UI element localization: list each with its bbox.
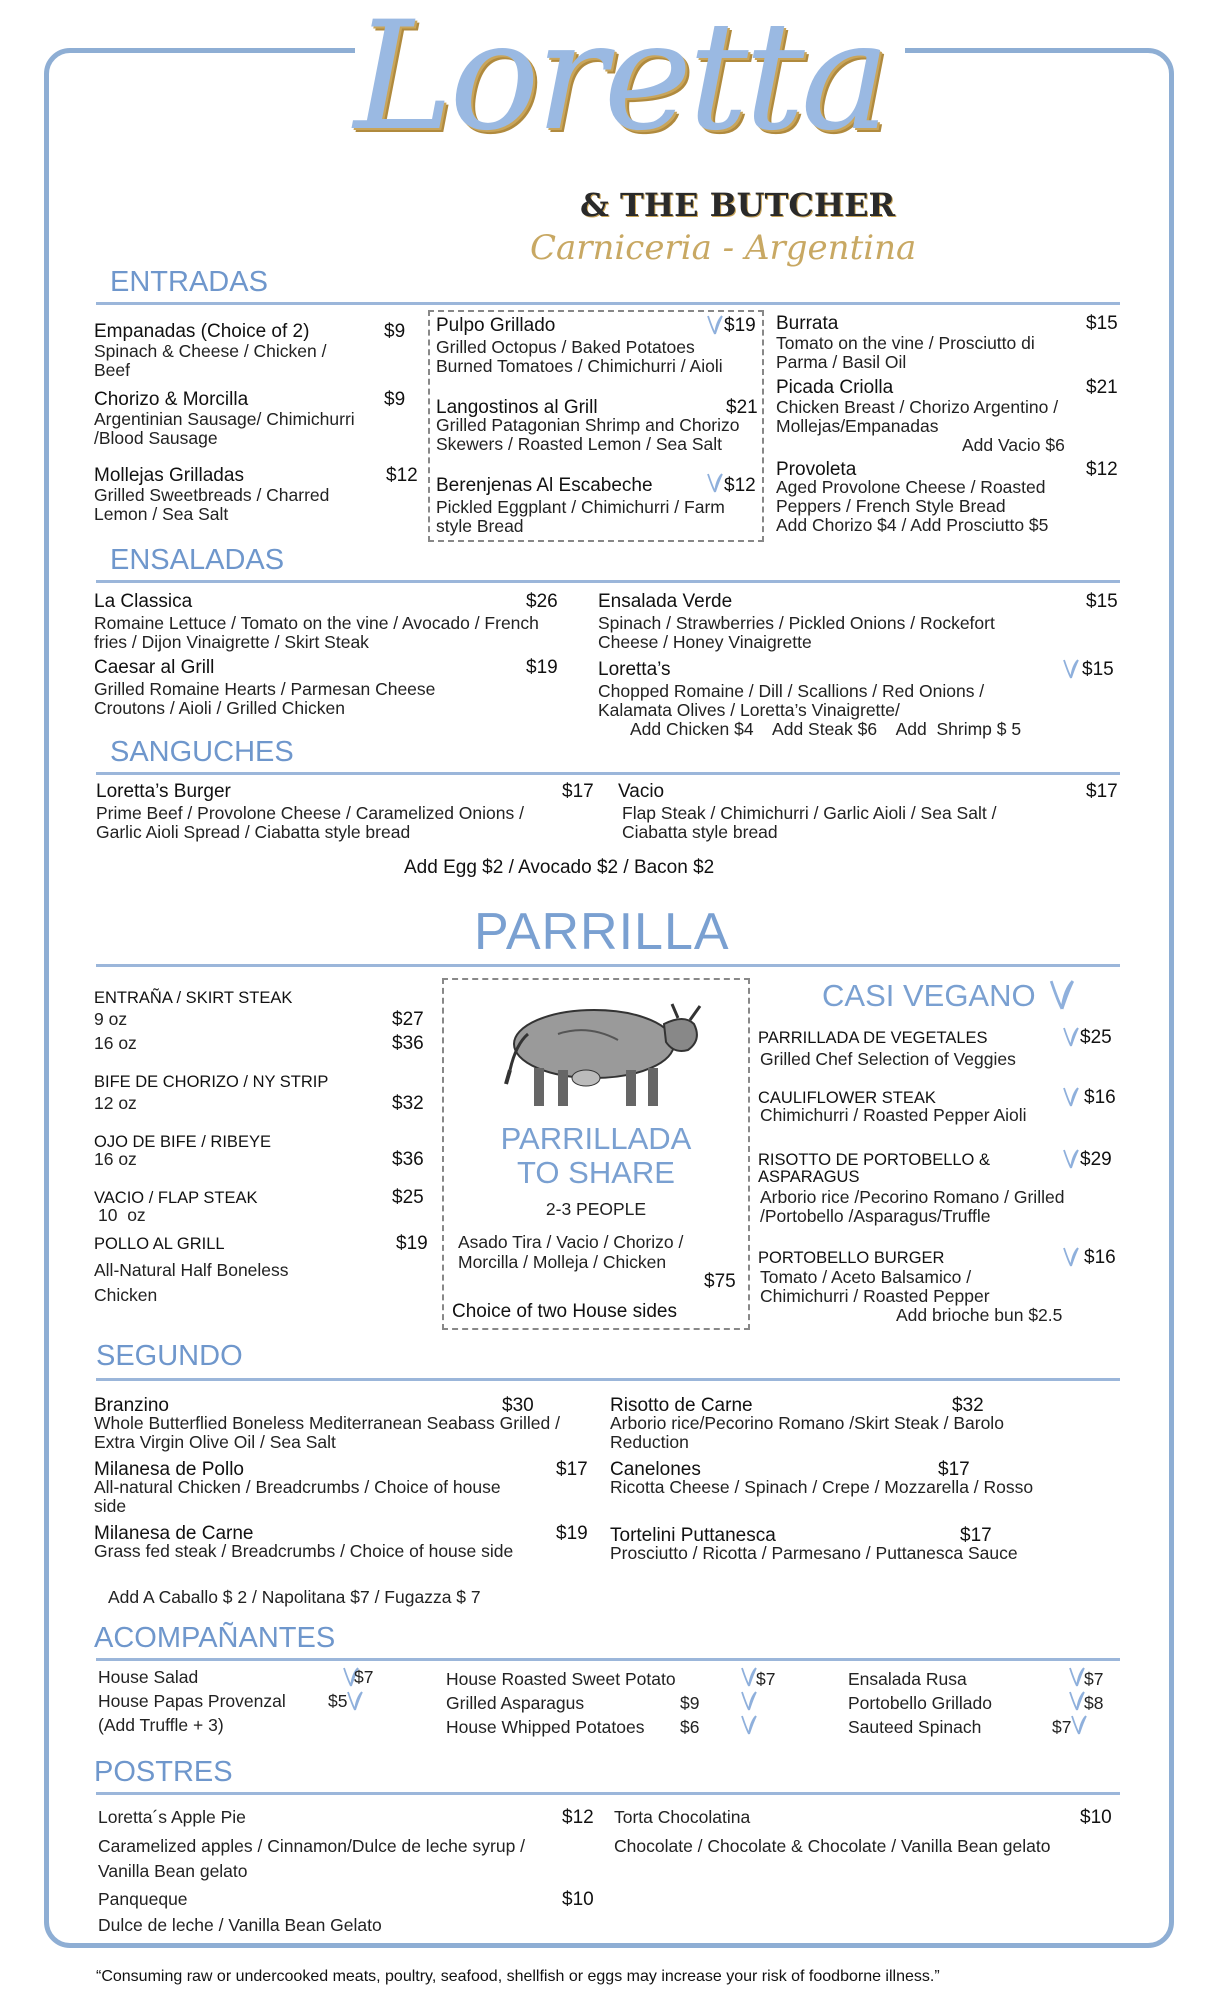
section-title-postres: POSTRES [94, 1756, 233, 1788]
item-price: $12 [562, 1807, 594, 1828]
item-price: $19 [556, 1523, 588, 1544]
item-price: $9 [384, 389, 406, 410]
logo [320, 0, 920, 270]
item-desc: Grilled Sweetbreads / Charred Lemon / Sea Salt [94, 485, 330, 524]
item-name: PARRILLADA DE VEGETALES [758, 1029, 988, 1047]
cut-price: $25 [392, 1187, 424, 1208]
item-name: Torta Chocolatina [614, 1807, 751, 1827]
item-price: $21 [1086, 377, 1118, 398]
item-desc: Grilled Octopus / Baked Potatoes Burned Tomatoes / Chimichurri / Aioli [436, 337, 723, 376]
item-price: $17 [938, 1459, 970, 1480]
cut-name: POLLO AL GRILL [94, 1235, 225, 1253]
side-name: House Roasted Sweet Potato [446, 1669, 676, 1689]
item-price: $12 [1086, 459, 1118, 480]
item-desc: Argentinian Sausage/ Chimichurri /Blood Sausage [94, 409, 355, 448]
side-price: $8 [1084, 1693, 1104, 1713]
section-rule [96, 1378, 1120, 1381]
item-desc: Spinach & Cheese / Chicken / Beef [94, 341, 327, 380]
section-title-sanguches: SANGUCHES [110, 736, 294, 768]
item-name: Milanesa de Carne [94, 1523, 254, 1544]
item-price: $17 [556, 1459, 588, 1480]
item-name: Empanadas (Choice of 2) [94, 321, 310, 342]
item-price: $19 [724, 315, 756, 336]
item-name: Vacio [618, 781, 665, 802]
item-name: Picada Criolla [776, 377, 894, 398]
item-desc: Chicken Breast / Chorizo Argentino / Mollejas/Empanadas [776, 397, 1059, 436]
section-rule [96, 302, 1120, 305]
logo-script: Loretta [353, 0, 887, 164]
item-price: $17 [1086, 781, 1118, 802]
side-name: Grilled Asparagus [446, 1693, 585, 1713]
item-name: Risotto de Carne [610, 1395, 753, 1416]
item-extra: Add Chorizo $4 / Add Prosciutto $5 [776, 515, 1049, 535]
item-name: Loretta’s [598, 659, 671, 680]
section-title-casi-vegano: CASI VEGANO [822, 978, 1036, 1013]
item-price: $30 [502, 1395, 534, 1416]
item-desc: Chopped Romaine / Dill / Scallions / Red Onions / Kalamata Olives / Loretta’s Vinaigrette/ [598, 681, 985, 720]
item-name: Loretta´s Apple Pie [98, 1807, 246, 1827]
side-name: House Whipped Potatoes [446, 1717, 645, 1737]
item-desc: Grilled Romaine Hearts / Parmesan Cheese Croutons / Aioli / Grilled Chicken [94, 679, 436, 718]
item-name: Ensalada Verde [598, 591, 733, 612]
item-desc: Arborio rice /Pecorino Romano / Grilled /Portobello /Asparagus/Truffle [760, 1187, 1065, 1226]
item-price: $17 [960, 1525, 992, 1546]
section-rule [96, 580, 1120, 583]
section-title-segundo: SEGUNDO [96, 1340, 243, 1372]
item-desc: Arborio rice/Pecorino Romano /Skirt Steak / Barolo Reduction [610, 1413, 1004, 1452]
vegetarian-leaf-icon [706, 314, 724, 336]
cut-name: ENTRAÑA / SKIRT STEAK [94, 989, 293, 1007]
item-name: Burrata [776, 313, 839, 334]
item-name: Panqueque [98, 1889, 188, 1909]
side-price: $7 [1052, 1717, 1072, 1737]
item-desc: Prime Beef / Provolone Cheese / Caramelized Onions / Garlic Aioli Spread / Ciabatta style bread [96, 803, 524, 842]
item-desc: Romaine Lettuce / Tomato on the vine / Avocado / French fries / Dijon Vinaigrette / Skirt Steak [94, 613, 539, 652]
cut-price: $27 [392, 1009, 424, 1030]
vegetarian-leaf-icon [1062, 1026, 1080, 1048]
cut-price: $36 [392, 1149, 424, 1170]
item-name: Branzino [94, 1395, 169, 1416]
share-title-2: TO SHARE [517, 1155, 675, 1190]
item-extra: Add Vacio $6 [962, 435, 1065, 455]
item-price: $32 [952, 1395, 984, 1416]
share-sides: Choice of two House sides [452, 1301, 677, 1322]
logo-butcher: & THE BUTCHER [580, 186, 896, 224]
cut-price: $19 [396, 1233, 428, 1254]
item-name: Mollejas Grilladas [94, 465, 244, 486]
item-desc: Chocolate / Chocolate & Chocolate / Vanilla Bean gelato [614, 1836, 1051, 1856]
item-desc: Pickled Eggplant / Chimichurri / Farm style Bread [436, 497, 725, 536]
item-desc: Flap Steak / Chimichurri / Garlic Aioli / Sea Salt / Ciabatta style bread [622, 803, 997, 842]
vegetarian-leaf-icon [1062, 1148, 1080, 1170]
item-name: Canelones [610, 1459, 701, 1480]
side-price: $9 [680, 1693, 700, 1713]
item-name: Tortelini Puttanesca [610, 1525, 776, 1546]
item-name: Caesar al Grill [94, 657, 215, 678]
side-price: $7 [354, 1667, 374, 1687]
side-name: House Salad [98, 1667, 199, 1687]
item-price: $21 [726, 397, 758, 418]
side-name: Sauteed Spinach [848, 1717, 982, 1737]
item-desc: Grass fed steak / Breadcrumbs / Choice of house side [94, 1541, 514, 1561]
vegetarian-leaf-icon [740, 1690, 758, 1712]
section-rule [96, 964, 1120, 967]
segundo-extra: Add A Caballo $ 2 / Napolitana $7 / Fugazza $ 7 [108, 1587, 481, 1607]
side-note: (Add Truffle + 3) [98, 1715, 224, 1735]
cut-size: 12 oz [94, 1093, 137, 1113]
cut-size: 10 oz [98, 1205, 146, 1225]
cut-size: 9 oz [94, 1009, 128, 1029]
item-name: RISOTTO DE PORTOBELLO & ASPARAGUS [758, 1151, 990, 1186]
item-name: Provoleta [776, 459, 857, 480]
share-title: PARRILLADA [500, 1121, 692, 1156]
item-price: $25 [1080, 1027, 1112, 1048]
item-desc: Ricotta Cheese / Spinach / Crepe / Mozzarella / Rosso [610, 1477, 1034, 1497]
cut-name: OJO DE BIFE / RIBEYE [94, 1133, 271, 1151]
side-name: Ensalada Rusa [848, 1669, 967, 1689]
item-desc: Tomato on the vine / Prosciutto di Parma / Basil Oil [776, 333, 1035, 372]
item-desc: Tomato / Aceto Balsamico / Chimichurri / Roasted Pepper [760, 1267, 990, 1306]
item-name: Milanesa de Pollo [94, 1459, 244, 1480]
item-price: $9 [384, 321, 406, 342]
side-price: $7 [1084, 1669, 1104, 1689]
item-desc: Chimichurri / Roasted Pepper Aioli [760, 1105, 1027, 1125]
vegetarian-leaf-icon [1062, 1246, 1080, 1268]
item-price: $12 [386, 465, 418, 486]
cut-price: $36 [392, 1033, 424, 1054]
vegetarian-leaf-icon [740, 1714, 758, 1736]
item-price: $17 [562, 781, 594, 802]
vegetarian-leaf-icon [346, 1690, 364, 1712]
item-desc: Spinach / Strawberries / Pickled Onions / Rockefort Cheese / Honey Vinaigrette [598, 613, 995, 652]
cut-price: $32 [392, 1093, 424, 1114]
cut-name: BIFE DE CHORIZO / NY STRIP [94, 1073, 329, 1091]
item-price: $10 [562, 1889, 594, 1910]
section-rule [96, 772, 1120, 775]
vegan-leaf-icon [1048, 978, 1076, 1012]
item-price: $10 [1080, 1807, 1112, 1828]
cut-name: VACIO / FLAP STEAK [94, 1189, 258, 1207]
item-desc: Dulce de leche / Vanilla Bean Gelato [98, 1915, 382, 1935]
item-desc: Whole Butterflied Boneless Mediterranean Seabass Grilled / Extra Virgin Olive Oil / Sea Salt [94, 1413, 560, 1452]
item-price: $19 [526, 657, 558, 678]
side-name: House Papas Provenzal [98, 1691, 286, 1711]
share-desc: Asado Tira / Vacio / Chorizo / Morcilla / Molleja / Chicken [458, 1232, 684, 1272]
item-name: Loretta’s Burger [96, 781, 231, 802]
vegetarian-leaf-icon [1062, 658, 1080, 680]
vegetarian-leaf-icon [1070, 1714, 1088, 1736]
logo-subtitle: Carniceria - Argentina [530, 228, 917, 268]
item-name: La Classica [94, 591, 193, 612]
item-desc: Prosciutto / Ricotta / Parmesano / Puttanesca Sauce [610, 1543, 1018, 1563]
section-title-parrilla: PARRILLA [474, 903, 730, 961]
vegetarian-leaf-icon [706, 472, 724, 494]
section-rule [96, 1792, 1120, 1795]
share-people: 2-3 PEOPLE [545, 1199, 647, 1219]
sanguches-extra: Add Egg $2 / Avocado $2 / Bacon $2 [404, 857, 715, 878]
cut-desc: All-Natural Half Boneless Chicken [94, 1260, 289, 1305]
share-price: $75 [704, 1271, 736, 1292]
cut-size: 16 oz [94, 1033, 137, 1053]
side-price: $6 [680, 1717, 700, 1737]
item-name: CAULIFLOWER STEAK [758, 1089, 936, 1107]
item-desc: Aged Provolone Cheese / Roasted Peppers / French Style Bread [776, 477, 1046, 516]
item-price: $16 [1084, 1087, 1116, 1108]
item-name: Pulpo Grillado [436, 315, 556, 336]
item-desc: Grilled Chef Selection of Veggies [760, 1049, 1016, 1069]
item-name: Berenjenas Al Escabeche [436, 475, 653, 496]
section-title-acompanantes: ACOMPAÑANTES [94, 1622, 336, 1654]
item-price: $15 [1086, 313, 1118, 334]
side-price: $5 [328, 1691, 348, 1711]
item-name: Langostinos al Grill [436, 397, 598, 418]
section-rule [96, 1658, 1120, 1661]
item-extra: Add Chicken $4 Add Steak $6 Add Shrimp $ 5 [630, 719, 1022, 739]
item-price: $29 [1080, 1149, 1112, 1170]
section-title-entradas: ENTRADAS [110, 266, 268, 298]
side-name: Portobello Grillado [848, 1693, 992, 1713]
section-title-ensaladas: ENSALADAS [110, 544, 285, 576]
item-price: $16 [1084, 1247, 1116, 1268]
item-price: $26 [526, 591, 558, 612]
item-desc: Caramelized apples / Cinnamon/Dulce de leche syrup / Vanilla Bean gelato [98, 1836, 526, 1881]
cut-size: 16 oz [94, 1149, 137, 1169]
footer-disclaimer: “Consuming raw or undercooked meats, poultry, seafood, shellfish or eggs may increase your risk of foodborne illness.” [96, 1968, 940, 1985]
item-name: PORTOBELLO BURGER [758, 1249, 945, 1267]
cow-illustration [488, 984, 716, 1112]
item-price: $15 [1086, 591, 1118, 612]
vegetarian-leaf-icon [1062, 1086, 1080, 1108]
item-desc: All-natural Chicken / Breadcrumbs / Choice of house side [94, 1477, 501, 1516]
item-name: Chorizo & Morcilla [94, 389, 249, 410]
item-desc: Grilled Patagonian Shrimp and Chorizo Skewers / Roasted Lemon / Sea Salt [436, 415, 740, 454]
item-price: $15 [1082, 659, 1114, 680]
item-extra: Add brioche bun $2.5 [896, 1305, 1063, 1325]
side-price: $7 [756, 1669, 776, 1689]
item-price: $12 [724, 475, 756, 496]
